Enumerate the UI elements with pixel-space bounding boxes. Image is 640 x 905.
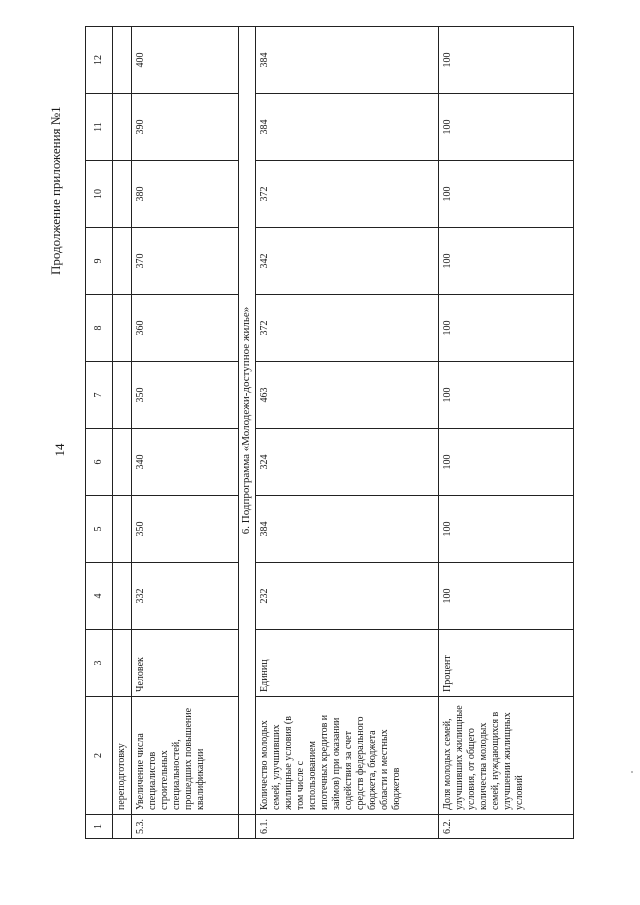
col-num: 10 <box>86 161 113 228</box>
empty-cell <box>113 94 132 161</box>
row-value: 232 <box>256 563 439 630</box>
carry-over-cell: переподготовку <box>113 697 132 815</box>
empty-cell <box>113 630 132 697</box>
row-unit: Человек <box>132 630 239 697</box>
empty-cell <box>113 295 132 362</box>
empty-cell <box>113 228 132 295</box>
col-num: 12 <box>86 27 113 94</box>
table-row <box>256 27 439 839</box>
row-value: 100 <box>439 362 574 429</box>
col-num: 8 <box>86 295 113 362</box>
empty-cell <box>113 362 132 429</box>
empty-cell <box>113 27 132 94</box>
row-value: 390 <box>132 94 239 161</box>
row-value: 342 <box>256 228 439 295</box>
row-value: 384 <box>256 496 439 563</box>
carry-over-row <box>113 27 132 839</box>
col-num: 2 <box>86 697 113 815</box>
row-description: Увеличение числа специалистов строительных специальностей, прошедших повышение квалификации <box>132 697 239 815</box>
row-value: 463 <box>256 362 439 429</box>
page-number: 14 <box>52 443 67 457</box>
row-unit: Процент <box>439 630 574 697</box>
row-value: 400 <box>132 27 239 94</box>
row-value: 100 <box>439 27 574 94</box>
row-value: 100 <box>439 429 574 496</box>
col-num: 5 <box>86 496 113 563</box>
empty-cell <box>113 496 132 563</box>
empty-cell <box>239 815 256 839</box>
col-num: 4 <box>86 563 113 630</box>
empty-cell <box>113 429 132 496</box>
section-row <box>239 27 256 839</box>
row-value: 332 <box>132 563 239 630</box>
col-num: 9 <box>86 228 113 295</box>
row-id: 6.1. <box>256 815 439 839</box>
empty-cell <box>113 563 132 630</box>
row-id: 5.3. <box>132 815 239 839</box>
row-value: 372 <box>256 295 439 362</box>
row-value: 100 <box>439 295 574 362</box>
row-value: 372 <box>256 161 439 228</box>
row-value: 380 <box>132 161 239 228</box>
col-num: 11 <box>86 94 113 161</box>
row-id: 6.2. <box>439 815 574 839</box>
indicators-table <box>85 26 574 839</box>
row-value: 100 <box>439 228 574 295</box>
column-number-row <box>86 27 113 839</box>
col-num: 6 <box>86 429 113 496</box>
row-value: 324 <box>256 429 439 496</box>
row-value: 100 <box>439 161 574 228</box>
col-num: 7 <box>86 362 113 429</box>
row-description: Количество молодых семей, улучшивших жилищные условия (в том числе с использованием ипотечных кредитов и займов) при оказании содействия за счет средств федерального бюджета, бюджета области и местных бюджетов <box>256 697 439 815</box>
row-value: 100 <box>439 563 574 630</box>
row-value: 100 <box>439 496 574 563</box>
section-title: 6. Подпрограмма «Молодежи-доступное жилье» <box>239 27 256 815</box>
row-value: 100 <box>439 94 574 161</box>
row-value: 350 <box>132 362 239 429</box>
row-value: 350 <box>132 496 239 563</box>
row-value: 370 <box>132 228 239 295</box>
row-value: 384 <box>256 27 439 94</box>
col-num: 1 <box>86 815 113 839</box>
row-value: 360 <box>132 295 239 362</box>
row-value: 340 <box>132 429 239 496</box>
row-value: 384 <box>256 94 439 161</box>
empty-cell <box>113 161 132 228</box>
col-num: 3 <box>86 630 113 697</box>
continuation-title: Продолжение приложения №1 <box>48 106 63 275</box>
row-description: Доля молодых семей, улучшивших жилищные условия, от общего количества молодых семей, нуждающихся в улучшении жилищных условий <box>439 697 574 815</box>
scan-speck <box>631 771 633 773</box>
table-row <box>132 27 239 839</box>
table-row <box>439 27 574 839</box>
empty-cell <box>113 815 132 839</box>
row-unit: Единиц <box>256 630 439 697</box>
